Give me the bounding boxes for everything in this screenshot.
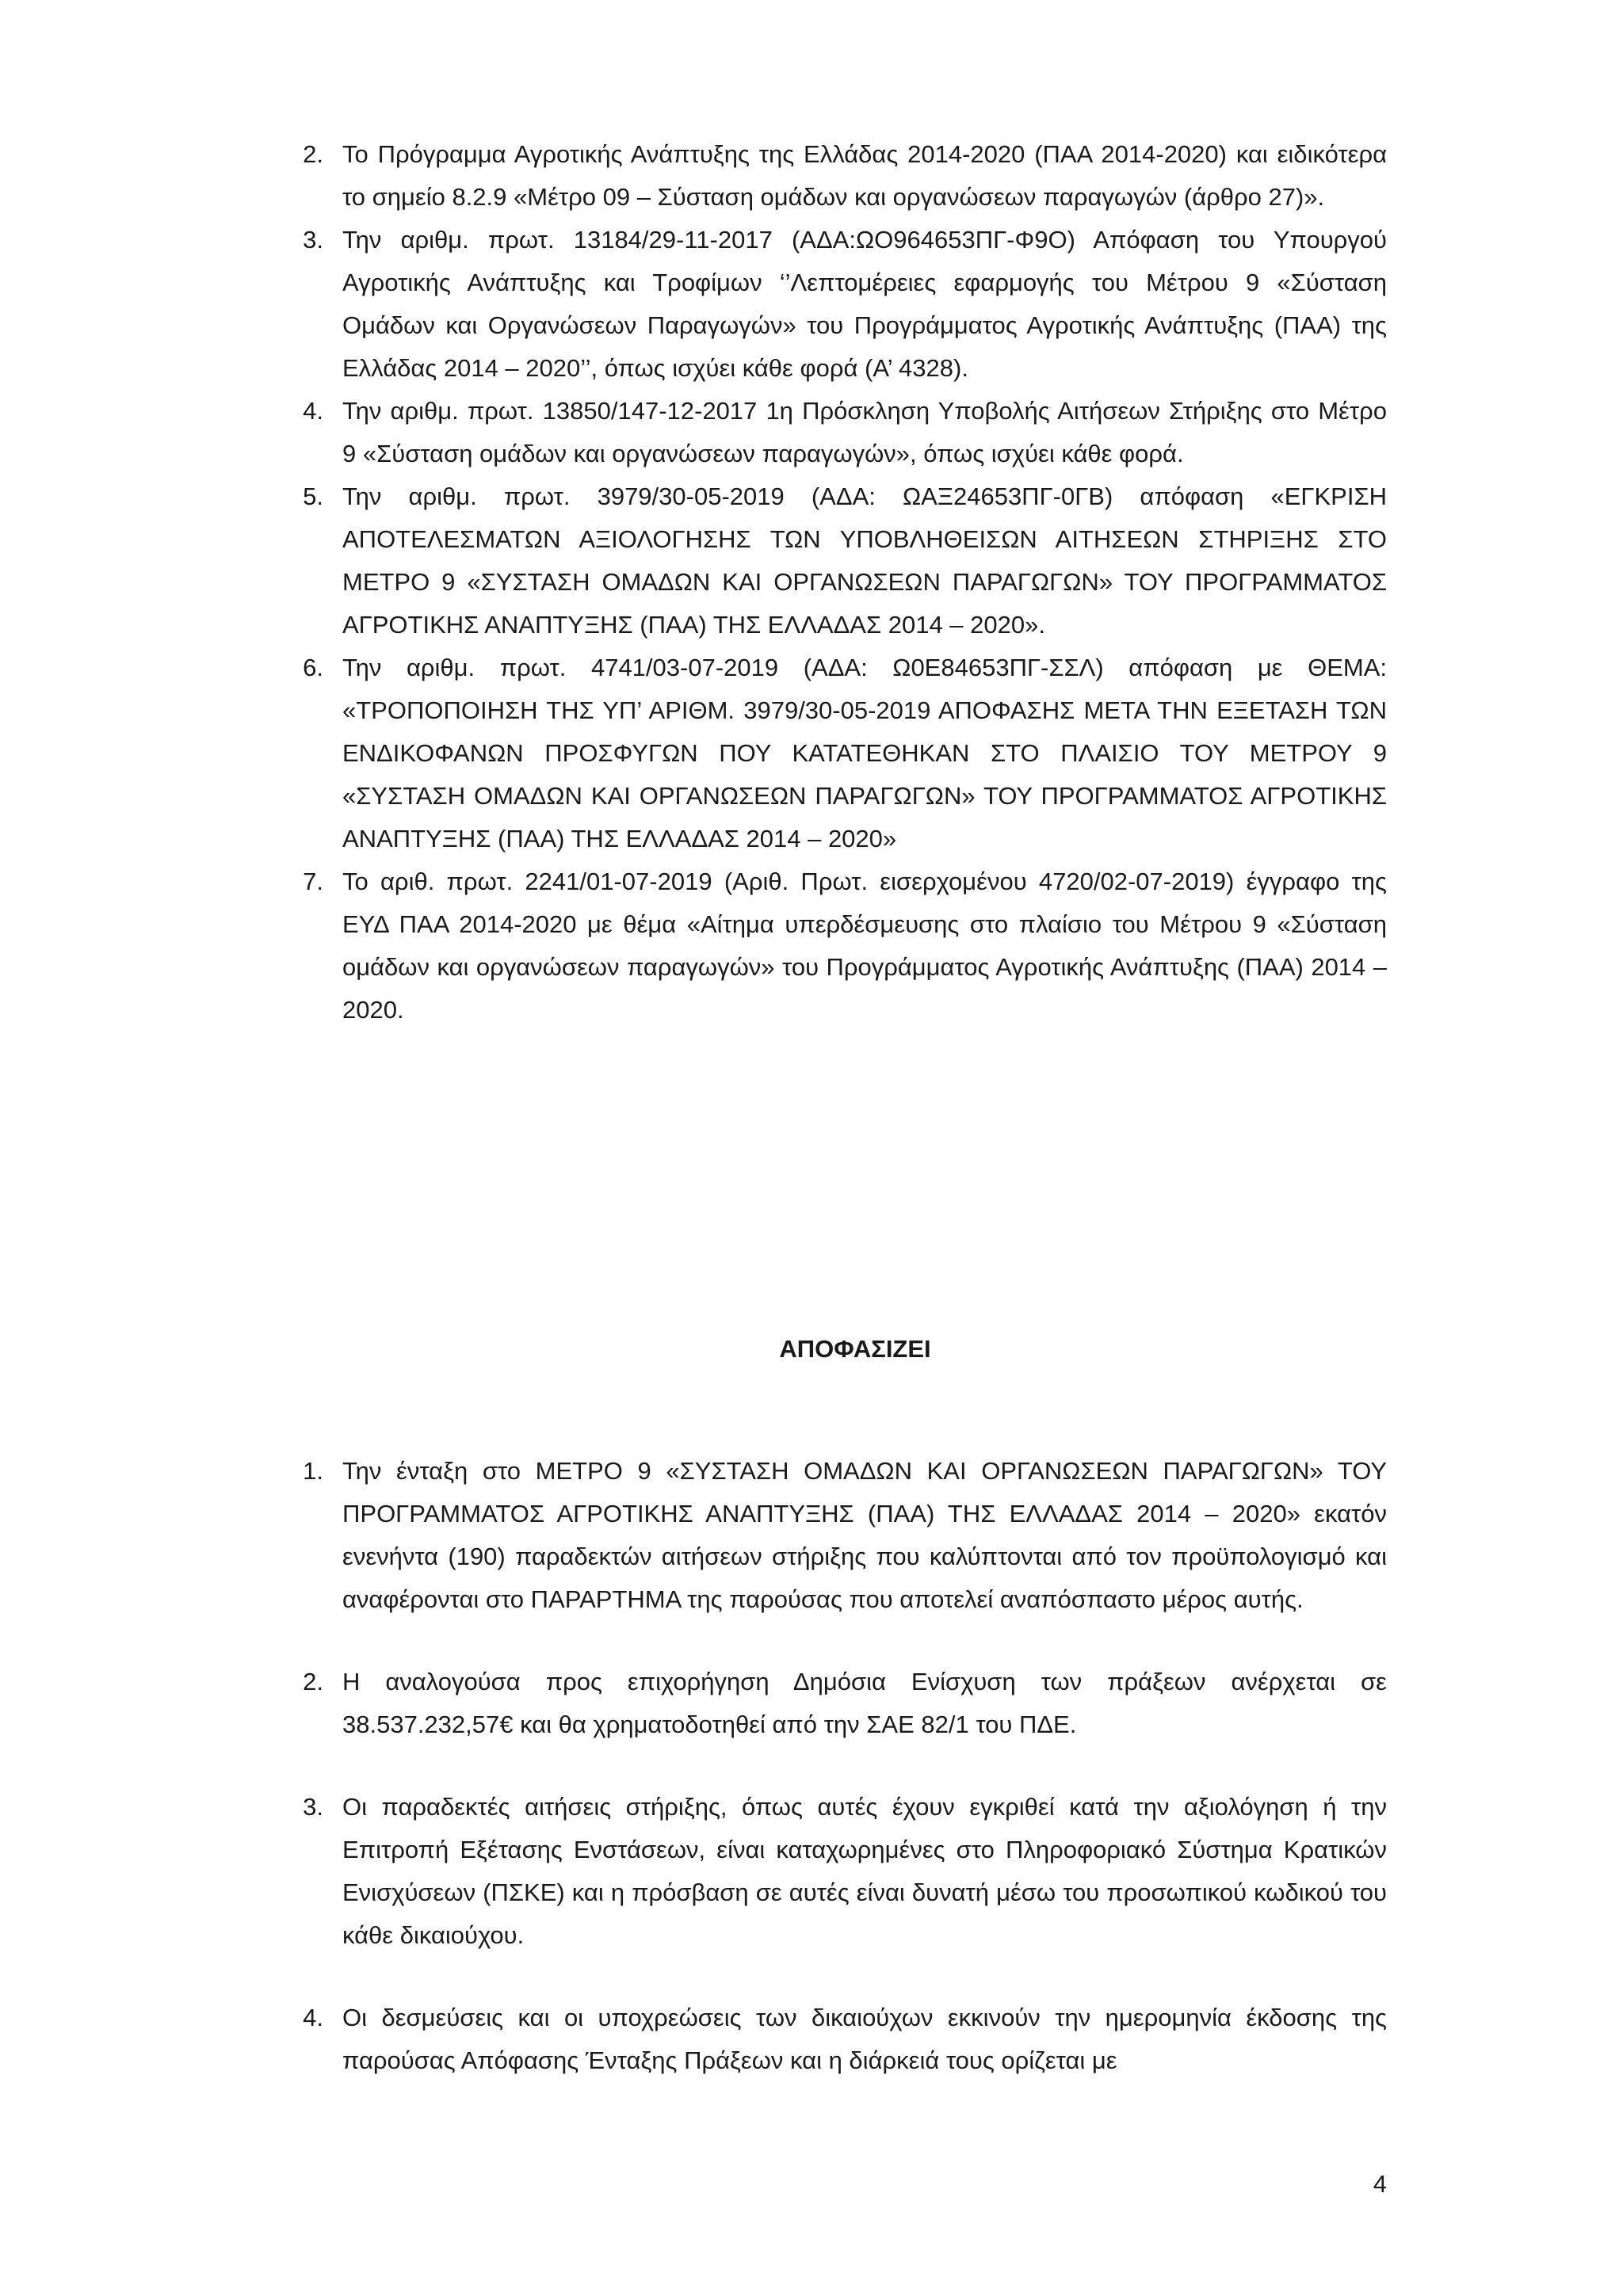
item-number: 7. <box>303 868 323 895</box>
list-item <box>285 390 1387 475</box>
item-text: Την ένταξη στο ΜΕΤΡΟ 9 «ΣΥΣΤΑΣΗ ΟΜΑΔΩΝ ΚΑΙ ΟΡΓΑΝΩΣΕΩΝ ΠΑΡΑΓΩΓΩΝ» ΤΟΥ ΠΡΟΓΡΑΜΜΑΤΟΣ ΑΓΡΟΤΙΚΗΣ ΑΝΑΠΤΥΞΗΣ (ΠΑΑ) ΤΗΣ ΕΛΛΑΔΑΣ 2014 – 2020» εκατόν ενενήντα (190) παραδεκτών αιτήσεων στήριξης που καλύπτονται από τον προϋπολογισμό και αναφέρονται στο ΠΑΡΑΡΤΗΜΑ της παρούσας που αποτελεί αναπόσπαστο μέρος αυτής. <box>342 1457 1387 1613</box>
list-item <box>285 219 1387 390</box>
item-number: 4. <box>303 2004 323 2031</box>
item-text: Το Πρόγραμμα Αγροτικής Ανάπτυξης της Ελλάδας 2014-2020 (ΠΑΑ 2014-2020) και ειδικότερα το σημείο 8.2.9 «Μέτρο 09 – Σύσταση ομάδων και οργανώσεων παραγωγών (άρθρο 27)». <box>342 140 1387 211</box>
item-number: 3. <box>303 1793 323 1821</box>
item-text: Την αριθμ. πρωτ. 4741/03-07-2019 (ΑΔΑ: Ω0Ε84653ΠΓ-ΣΣΛ) απόφαση με ΘΕΜΑ: «ΤΡΟΠΟΠΟΙΗΣΗ ΤΗΣ ΥΠ’ ΑΡΙΘΜ. 3979/30-05-2019 ΑΠΟΦΑΣΗΣ ΜΕΤΑ ΤΗΝ ΕΞΕΤΑΣΗ ΤΩΝ ΕΝΔΙΚΟΦΑΝΩΝ ΠΡΟΣΦΥΓΩΝ ΠΟΥ ΚΑΤΑΤΕΘΗΚΑΝ ΣΤΟ ΠΛΑΙΣΙΟ ΤΟΥ ΜΕΤΡΟΥ 9 «ΣΥΣΤΑΣΗ ΟΜΑΔΩΝ ΚΑΙ ΟΡΓΑΝΩΣΕΩΝ ΠΑΡΑΓΩΓΩΝ» ΤΟΥ ΠΡΟΓΡΑΜΜΑΤΟΣ ΑΓΡΟΤΙΚΗΣ ΑΝΑΠΤΥΞΗΣ (ΠΑΑ) ΤΗΣ ΕΛΛΑΔΑΣ 2014 – 2020» <box>342 654 1387 852</box>
decision-heading: ΑΠΟΦΑΣΙΖΕΙ <box>779 1335 931 1363</box>
item-number: 1. <box>303 1457 323 1485</box>
item-text: Την αριθμ. πρωτ. 13184/29-11-2017 (ΑΔΑ:ΩΟ964653ΠΓ-Φ9Ο) Απόφαση του Υπουργού Αγροτικής Ανάπτυξης και Τροφίμων ‘’Λεπτομέρειες εφαρμογής του Μέτρου 9 «Σύσταση Ομάδων και Οργανώσεων Παραγωγών» του Προγράμματος Αγροτικής Ανάπτυξης (ΠΑΑ) της Ελλάδας 2014 – 2020’’, όπως ισχύει κάθε φορά (Α’ 4328). <box>342 226 1387 382</box>
list-item <box>285 860 1387 1032</box>
decisions-list <box>285 1450 1387 2122</box>
considerations-list <box>285 133 1387 1032</box>
item-text: Την αριθμ. πρωτ. 3979/30-05-2019 (ΑΔΑ: ΩΑΞ24653ΠΓ-0ΓΒ) απόφαση «ΕΓΚΡΙΣΗ ΑΠΟΤΕΛΕΣΜΑΤΩΝ ΑΞΙΟΛΟΓΗΣΗΣ ΤΩΝ ΥΠΟΒΛΗΘΕΙΣΩΝ ΑΙΤΗΣΕΩΝ ΣΤΗΡΙΞΗΣ ΣΤΟ ΜΕΤΡΟ 9 «ΣΥΣΤΑΣΗ ΟΜΑΔΩΝ ΚΑΙ ΟΡΓΑΝΩΣΕΩΝ ΠΑΡΑΓΩΓΩΝ» ΤΟΥ ΠΡΟΓΡΑΜΜΑΤΟΣ ΑΓΡΟΤΙΚΗΣ ΑΝΑΠΤΥΞΗΣ (ΠΑΑ) ΤΗΣ ΕΛΛΑΔΑΣ 2014 – 2020». <box>342 482 1387 639</box>
item-text: Οι δεσμεύσεις και οι υποχρεώσεις των δικαιούχων εκκινούν την ημερομηνία έκδοσης της παρούσας Απόφασης Ένταξης Πράξεων και η διάρκειά τους ορίζεται με <box>342 2004 1387 2074</box>
list-item <box>285 1997 1387 2082</box>
item-text: Οι παραδεκτές αιτήσεις στήριξης, όπως αυτές έχουν εγκριθεί κατά την αξιολόγηση ή την Επιτροπή Εξέτασης Ενστάσεων, είναι καταχωρημένες στο Πληροφοριακό Σύστημα Κρατικών Ενισχύσεων (ΠΣΚΕ) και η πρόσβαση σε αυτές είναι δυνατή μέσω του προσωπικού κωδικού του κάθε δικαιούχου. <box>342 1793 1387 1949</box>
item-number: 2. <box>303 1668 323 1695</box>
item-text: Το αριθ. πρωτ. 2241/01-07-2019 (Αριθ. Πρωτ. εισερχομένου 4720/02-07-2019) έγγραφο της ΕΥΔ ΠΑΑ 2014-2020 με θέμα «Αίτημα υπερδέσμευσης στο πλαίσιο του Μέτρου 9 «Σύσταση ομάδων και οργανώσεων παραγωγών» του Προγράμματος Αγροτικής Ανάπτυξης (ΠΑΑ) 2014 – 2020. <box>342 868 1387 1024</box>
list-item <box>285 133 1387 219</box>
item-number: 3. <box>303 226 323 254</box>
list-item <box>285 1786 1387 1957</box>
list-item <box>285 646 1387 860</box>
item-number: 5. <box>303 482 323 510</box>
item-text: Την αριθμ. πρωτ. 13850/147-12-2017 1η Πρόσκληση Υποβολής Αιτήσεων Στήριξης στο Μέτρο 9 «Σύσταση ομάδων και οργανώσεων παραγωγών», όπως ισχύει κάθε φορά. <box>342 397 1387 467</box>
item-number: 4. <box>303 397 323 425</box>
page-number: 4 <box>1373 2170 1387 2198</box>
list-item <box>285 475 1387 646</box>
list-item <box>285 1661 1387 1746</box>
list-item <box>285 1450 1387 1621</box>
item-number: 2. <box>303 140 323 168</box>
item-text: Η αναλογούσα προς επιχορήγηση Δημόσια Ενίσχυση των πράξεων ανέρχεται σε 38.537.232,57€ και θα χρηματοδοτηθεί από την ΣΑΕ 82/1 του ΠΔΕ. <box>342 1668 1387 1738</box>
item-number: 6. <box>303 654 323 681</box>
